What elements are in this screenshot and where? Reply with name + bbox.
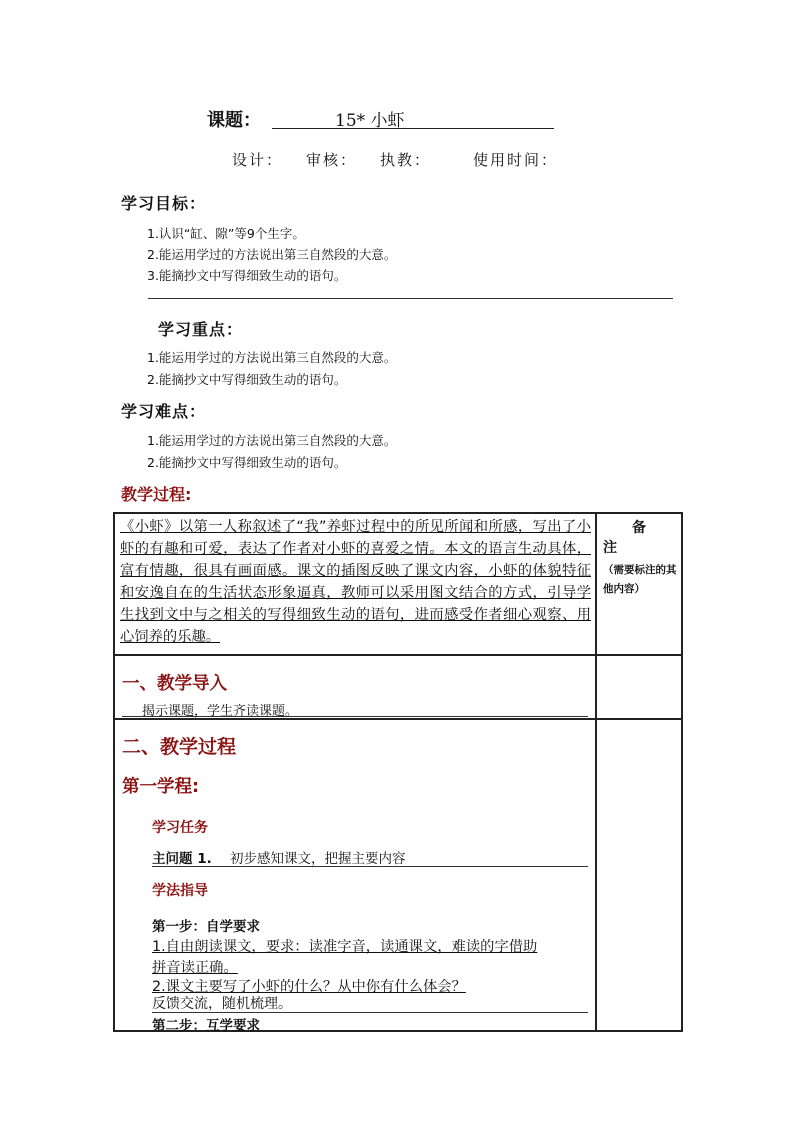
main-question: [152, 847, 588, 867]
task-title: 学习任务: [152, 820, 208, 836]
stage1-title: 第一学程:: [122, 777, 199, 797]
goal-item: 3.能摘抄文中写得细致生动的语句。: [147, 268, 347, 283]
intro-text: 《小虾》以第一人称叙述了“我”养虾过程中的所见所闻和所感，写出了小虾的有趣和可爱，表达了作者对小虾的喜爱之情。本文的语言生动具体，富有情趣，很具有画面感。课文的插图反映了课文内容，小虾的体貌特征和安逸自在的生活状态形象逼真，教师可以采用图文结合的方式，引导学生找到文中与之相关的写得细致生动的语句，进而感受作者细心观察、用心饲养的乐趣。: [120, 519, 591, 645]
time-label: 使用时间：: [473, 151, 559, 169]
step1-title: 第一步：自学要求: [152, 919, 260, 935]
note-title-2: 注: [603, 540, 617, 556]
section1-text: 揭示课题，学生齐读课题。: [142, 704, 299, 719]
requirement-2: 2.课文主要写了小虾的什么？从中你有什么体会？: [152, 979, 466, 995]
teach-label: 执教：: [380, 151, 432, 169]
note-cell-empty: [596, 655, 682, 719]
key-point-item: 1.能运用学过的方法说出第三自然段的大意。: [147, 350, 397, 365]
key-points-heading: 学习重点：: [158, 320, 244, 339]
process-heading: 教学过程:: [121, 485, 192, 504]
goals-heading: 学习目标：: [121, 194, 207, 213]
note-cell: [596, 513, 682, 655]
requirement-1-line2: 拼音读正确。: [152, 960, 238, 976]
requirement-1-line1: 1.自由朗读课文，要求：读准字音，读通课文，难读的字借助: [152, 939, 538, 955]
difficulty-item: 2.能摘抄文中写得细致生动的语句。: [147, 455, 347, 470]
review-label: 审核：: [306, 151, 358, 169]
section2-title: 二、教学过程: [122, 736, 237, 758]
design-label: 设计：: [232, 151, 284, 169]
guide-title: 学法指导: [152, 883, 208, 899]
step2-title: 第二步：互学要求: [152, 1018, 260, 1034]
goal-item: 1.认识“缸、隙”等9个生字。: [147, 226, 305, 241]
title-underline: [272, 106, 554, 129]
note-cell-empty-2: [596, 719, 682, 1031]
process-table: [113, 512, 683, 1032]
intro-cell: [114, 513, 596, 655]
goal-item: 2.能运用学过的方法说出第三自然段的大意。: [147, 247, 397, 262]
section2-cell: [114, 719, 596, 1034]
note-title: 备: [632, 520, 646, 536]
section1-underline: [122, 716, 588, 717]
main-question-label: 主问题 1.: [152, 851, 212, 867]
key-point-item: 2.能摘抄文中写得细致生动的语句。: [147, 372, 347, 387]
main-question-text: 初步感知课文，把握主要内容: [230, 851, 406, 867]
section1-title: 一、教学导入: [122, 674, 227, 694]
difficulties-heading: 学习难点：: [121, 402, 207, 421]
lesson-title: 15* 小虾: [335, 111, 405, 131]
section1-cell: [114, 655, 596, 719]
divider: [148, 298, 673, 299]
difficulty-item: 1.能运用学过的方法说出第三自然段的大意。: [147, 433, 397, 448]
note-subtitle: （需要标注的其他内容）: [603, 564, 677, 595]
title-label: 课题：: [207, 110, 261, 131]
feedback-text: 反馈交流，随机梳理。: [152, 993, 588, 1013]
